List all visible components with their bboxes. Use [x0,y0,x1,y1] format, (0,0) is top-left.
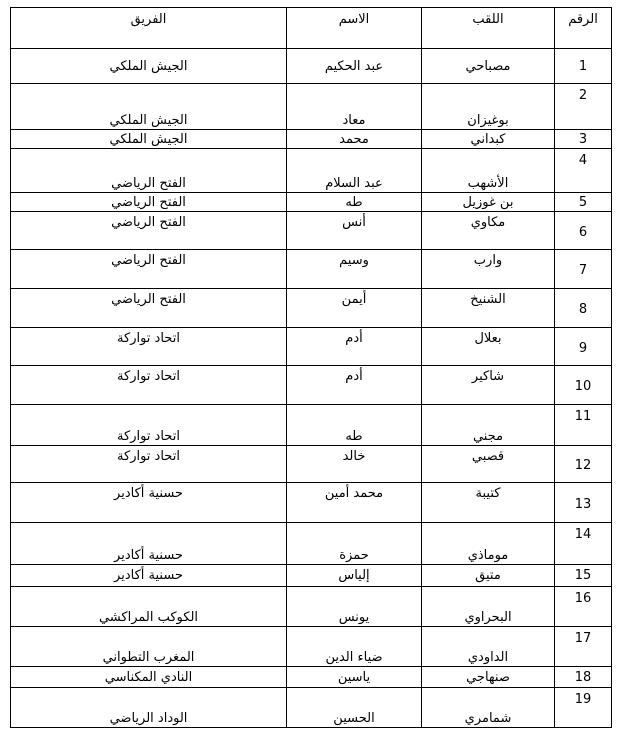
table-row [11,627,612,667]
cell-team: الفتح الرياضي [11,212,287,250]
table-row [11,565,612,587]
table-row [11,250,612,289]
cell-surname: مصباحي [422,49,555,84]
cell-surname: موماذي [422,523,555,565]
cell-number: 19 [555,688,612,728]
table-row [11,446,612,483]
table-row [11,193,612,212]
cell-team: النادي المكناسي [11,667,287,688]
table-row [11,289,612,328]
cell-surname: مكاوي [422,212,555,250]
cell-number: 6 [555,212,612,250]
cell-surname: الداودي [422,627,555,667]
cell-surname: مجني [422,405,555,446]
table-row [11,523,612,565]
cell-surname: قصبي [422,446,555,483]
cell-number: 9 [555,328,612,366]
cell-name: محمد [287,130,422,149]
table-row [11,688,612,728]
cell-number: 5 [555,193,612,212]
table-row [11,149,612,193]
cell-surname: كبداني [422,130,555,149]
cell-name: أدم [287,366,422,405]
cell-number: 4 [555,149,612,193]
cell-number: 3 [555,130,612,149]
cell-number: 15 [555,565,612,587]
cell-surname: شمامري [422,688,555,728]
cell-team: حسنية أكادير [11,483,287,523]
cell-team: الجيش الملكي [11,49,287,84]
header-name: الاسم [287,8,422,49]
table-row [11,84,612,130]
cell-surname: بعلال [422,328,555,366]
cell-team: الجيش الملكي [11,84,287,130]
cell-team: الفتح الرياضي [11,289,287,328]
cell-name: أيمن [287,289,422,328]
cell-name: أنس [287,212,422,250]
cell-team: اتحاد تواركة [11,328,287,366]
cell-name: خالد [287,446,422,483]
table-row [11,667,612,688]
cell-team: اتحاد تواركة [11,446,287,483]
cell-team: الفتح الرياضي [11,250,287,289]
cell-surname: بوغيزان [422,84,555,130]
cell-number: 14 [555,523,612,565]
cell-team: الفتح الرياضي [11,193,287,212]
table-header-row [11,8,612,49]
player-roster-table [10,7,612,728]
cell-number: 8 [555,289,612,328]
cell-surname: البحراوي [422,587,555,627]
cell-name: ضياء الدين [287,627,422,667]
cell-name: وسيم [287,250,422,289]
cell-name: طه [287,405,422,446]
cell-name: عبد الحكيم [287,49,422,84]
cell-number: 16 [555,587,612,627]
cell-number: 13 [555,483,612,523]
cell-number: 18 [555,667,612,688]
cell-surname: الأشهب [422,149,555,193]
cell-team: المغرب التطواني [11,627,287,667]
cell-number: 7 [555,250,612,289]
table-row [11,212,612,250]
cell-name: ياسين [287,667,422,688]
cell-name: يونس [287,587,422,627]
header-team: الفريق [11,8,287,49]
cell-surname: وارب [422,250,555,289]
cell-number: 10 [555,366,612,405]
cell-name: حمزة [287,523,422,565]
cell-number: 12 [555,446,612,483]
cell-number: 2 [555,84,612,130]
table-row [11,483,612,523]
cell-number: 11 [555,405,612,446]
cell-number: 17 [555,627,612,667]
cell-team: اتحاد تواركة [11,405,287,446]
cell-name: معاد [287,84,422,130]
header-number: الرقم [555,8,612,49]
cell-surname: الشنيخ [422,289,555,328]
cell-team: الكوكب المراكشي [11,587,287,627]
cell-name: الحسين [287,688,422,728]
table-row [11,587,612,627]
cell-name: إلياس [287,565,422,587]
cell-name: عبد السلام [287,149,422,193]
cell-surname: شاكير [422,366,555,405]
table-row [11,366,612,405]
cell-name: أدم [287,328,422,366]
cell-surname: متيق [422,565,555,587]
cell-team: الفتح الرياضي [11,149,287,193]
cell-name: محمد أمين [287,483,422,523]
cell-name: طه [287,193,422,212]
table-row [11,49,612,84]
cell-number: 1 [555,49,612,84]
table-row [11,328,612,366]
cell-surname: كتيبة [422,483,555,523]
table-row [11,405,612,446]
cell-team: حسنية أكادير [11,565,287,587]
table-row [11,130,612,149]
cell-team: اتحاد تواركة [11,366,287,405]
cell-team: حسنية أكادير [11,523,287,565]
cell-surname: صنهاجي [422,667,555,688]
cell-team: الوداد الرياضي [11,688,287,728]
cell-surname: بن غوزيل [422,193,555,212]
cell-team: الجيش الملكي [11,130,287,149]
header-surname: اللقب [422,8,555,49]
